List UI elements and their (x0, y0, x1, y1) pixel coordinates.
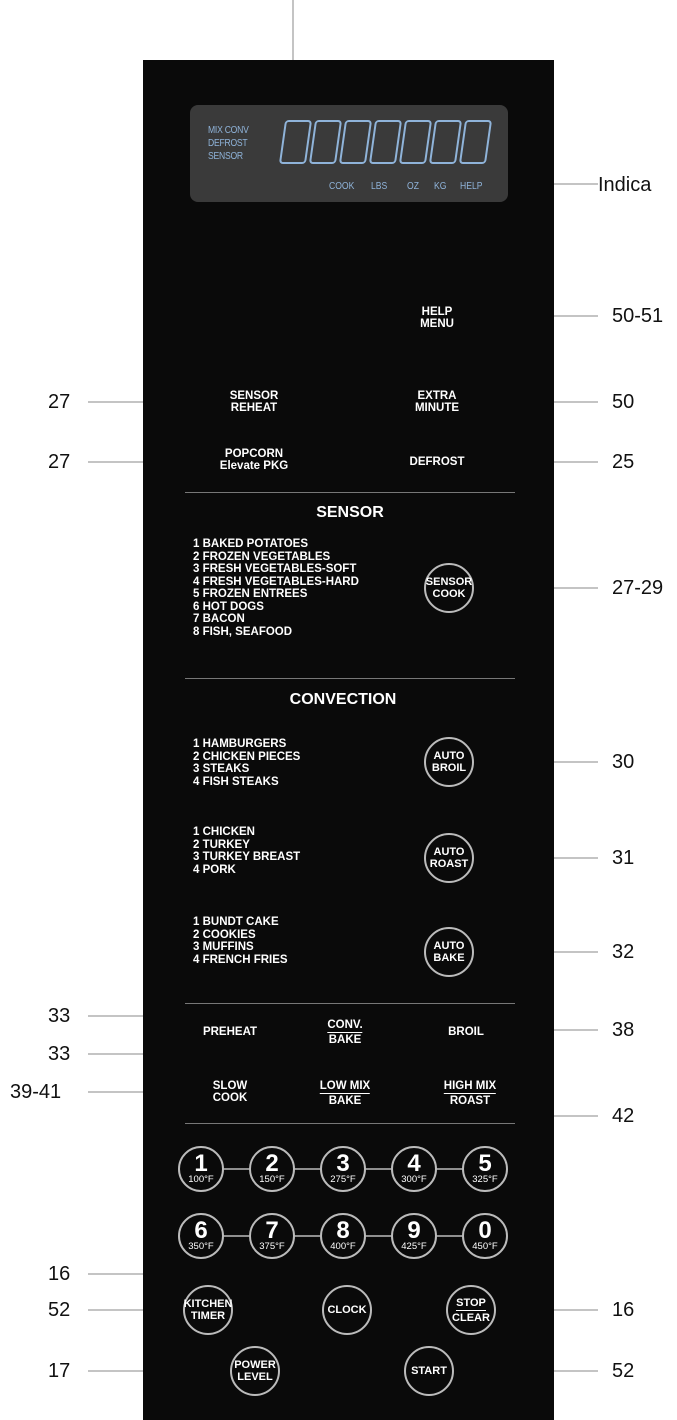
list-item: 6 HOT DOGS (193, 600, 264, 613)
ref-clock: 16 (48, 1263, 71, 1285)
list-item: 1 BAKED POTATOES (193, 538, 309, 550)
power-level-button[interactable] (230, 1346, 280, 1396)
number-key-5[interactable] (462, 1146, 508, 1192)
button-label-line: LEVEL (237, 1371, 273, 1383)
number-key-3[interactable] (320, 1146, 366, 1192)
ref-auto-bake: 32 (612, 941, 635, 963)
key-temp: 375°F (259, 1241, 285, 1252)
ref-help-menu: 50-51 (612, 305, 664, 327)
key-temp: 150°F (259, 1174, 285, 1185)
pad-label-line: SENSOR (229, 390, 279, 402)
list-item: 1 HAMBURGERS (193, 738, 287, 750)
list-item: 3 MUFFINS (193, 941, 254, 953)
pad-label-line: CONV. (327, 1019, 363, 1031)
key-temp: 325°F (472, 1174, 498, 1185)
ref-popcorn: 27 (48, 451, 71, 473)
clock-button[interactable] (322, 1285, 372, 1335)
pad-label-line: MENU (420, 318, 454, 330)
number-key-4[interactable] (391, 1146, 437, 1192)
key-digit: 4 (407, 1150, 421, 1177)
button-label-line: STOP (456, 1296, 486, 1309)
list-item: 7 BACON (193, 613, 245, 625)
start-button[interactable] (404, 1346, 454, 1396)
list-item: 5 FROZEN ENTREES (193, 588, 308, 600)
indicator-kg: KG (434, 180, 447, 192)
ref-conv-bake: 33 (48, 1043, 71, 1065)
number-key-1[interactable] (178, 1146, 224, 1192)
pad-label-line: POPCORN (224, 448, 284, 460)
kitchen-timer-button[interactable] (183, 1285, 233, 1335)
ref-stop-clear: 16 (612, 1299, 635, 1321)
pad-label-line: ROAST (449, 1095, 491, 1107)
key-digit: 3 (336, 1150, 350, 1177)
indicator-cook: COOK (329, 180, 355, 192)
pad-label-line: EXTRA (417, 390, 457, 402)
key-temp: 100°F (188, 1174, 214, 1185)
callout-indicators: Indica (598, 174, 652, 196)
key-temp: 400°F (330, 1241, 356, 1252)
key-digit: 9 (407, 1217, 421, 1244)
ref-auto-broil: 30 (612, 751, 635, 773)
ref-preheat: 33 (48, 1005, 71, 1027)
ref-extra-minute: 50 (612, 391, 635, 413)
ref-slow-cook: 39-41 (10, 1081, 62, 1103)
list-item: 3 FRESH VEGETABLES-SOFT (193, 563, 357, 575)
button-label-line: KITCHEN (183, 1298, 233, 1310)
button-label-line: TIMER (190, 1310, 226, 1322)
key-digit: 7 (265, 1217, 279, 1244)
number-key-7[interactable] (249, 1213, 295, 1259)
button-label-line: AUTO (433, 750, 465, 762)
button-label-line: AUTO (433, 846, 465, 858)
key-digit: 5 (478, 1150, 492, 1177)
ref-mix: 42 (612, 1105, 635, 1127)
ref-sensor-reheat: 27 (48, 391, 71, 413)
pad-label-line: BAKE (328, 1034, 362, 1046)
convection-heading: CONVECTION (289, 691, 397, 708)
button-label-line: BROIL (431, 762, 467, 774)
button-label-line: POWER (234, 1359, 276, 1371)
button-label-line: CLOCK (327, 1304, 367, 1316)
key-temp: 350°F (188, 1241, 214, 1252)
key-digit: 1 (194, 1150, 208, 1177)
pad-label-line: LOW MIX (319, 1080, 371, 1092)
button-label-line: START (411, 1365, 447, 1377)
ref-broil: 38 (612, 1019, 635, 1041)
key-temp: 275°F (330, 1174, 356, 1185)
button-label-line: CLEAR (452, 1311, 490, 1324)
list-item: 2 FROZEN VEGETABLES (193, 550, 331, 563)
key-digit: 0 (478, 1217, 492, 1244)
pad-label-line: BAKE (328, 1095, 362, 1107)
number-key-2[interactable] (249, 1146, 295, 1192)
pad-label-line: MINUTE (414, 402, 460, 414)
list-item: 4 FISH STEAKS (193, 775, 279, 788)
button-label-line: BAKE (433, 952, 465, 964)
list-item: 2 TURKEY (193, 838, 250, 851)
mode-mix-conv: MIX CONV (208, 124, 249, 136)
list-item: 4 PORK (193, 863, 236, 876)
indicator-lbs: LBS (371, 180, 388, 192)
stop-clear-button[interactable] (446, 1285, 496, 1335)
list-item: 8 FISH, SEAFOOD (193, 625, 293, 638)
pad-label-line: REHEAT (230, 402, 278, 414)
key-digit: 6 (194, 1217, 208, 1244)
list-item: 2 CHICKEN PIECES (193, 750, 301, 763)
list-item: 3 TURKEY BREAST (193, 851, 301, 863)
broil-pad[interactable]: BROIL (448, 1026, 484, 1038)
button-label-line: ROAST (429, 858, 469, 870)
preheat-pad[interactable]: PREHEAT (202, 1026, 258, 1038)
key-temp: 300°F (401, 1174, 427, 1185)
mode-sensor: SENSOR (208, 150, 243, 162)
indicator-oz: OZ (407, 180, 419, 192)
pad-label-line: Elevate PKG (219, 460, 289, 472)
pad-label-line: HIGH MIX (443, 1080, 497, 1092)
indicator-help: HELP (460, 180, 483, 192)
list-item: 4 FRENCH FRIES (193, 953, 288, 966)
list-item: 2 COOKIES (193, 928, 256, 941)
number-key-6[interactable] (178, 1213, 224, 1259)
button-label-line: COOK (432, 588, 466, 600)
defrost-pad[interactable]: DEFROST (409, 456, 465, 468)
key-digit: 8 (336, 1217, 350, 1244)
ref-start: 52 (612, 1360, 635, 1382)
pad-label-line: COOK (212, 1092, 248, 1104)
pad-label-line: SLOW (212, 1080, 248, 1092)
list-item: 3 STEAKS (193, 763, 250, 775)
list-item: 4 FRESH VEGETABLES-HARD (193, 575, 359, 588)
pad-label-line: HELP (421, 306, 453, 318)
button-label-line: AUTO (433, 940, 465, 952)
key-digit: 2 (265, 1150, 279, 1177)
sensor-heading: SENSOR (316, 504, 384, 521)
ref-auto-roast: 31 (612, 847, 635, 869)
number-key-8[interactable] (320, 1213, 366, 1259)
ref-kitchen-timer: 52 (48, 1299, 71, 1321)
list-item: 1 BUNDT CAKE (193, 916, 279, 928)
list-item: 1 CHICKEN (193, 826, 255, 838)
number-key-9[interactable] (391, 1213, 437, 1259)
key-temp: 425°F (401, 1241, 427, 1252)
ref-defrost: 25 (612, 451, 635, 473)
number-key-0[interactable] (462, 1213, 508, 1259)
mode-defrost: DEFROST (208, 137, 248, 149)
ref-sensor-cook: 27-29 (612, 577, 664, 599)
key-temp: 450°F (472, 1241, 498, 1252)
button-label-line: SENSOR (425, 576, 473, 588)
ref-power-level: 17 (48, 1360, 71, 1382)
